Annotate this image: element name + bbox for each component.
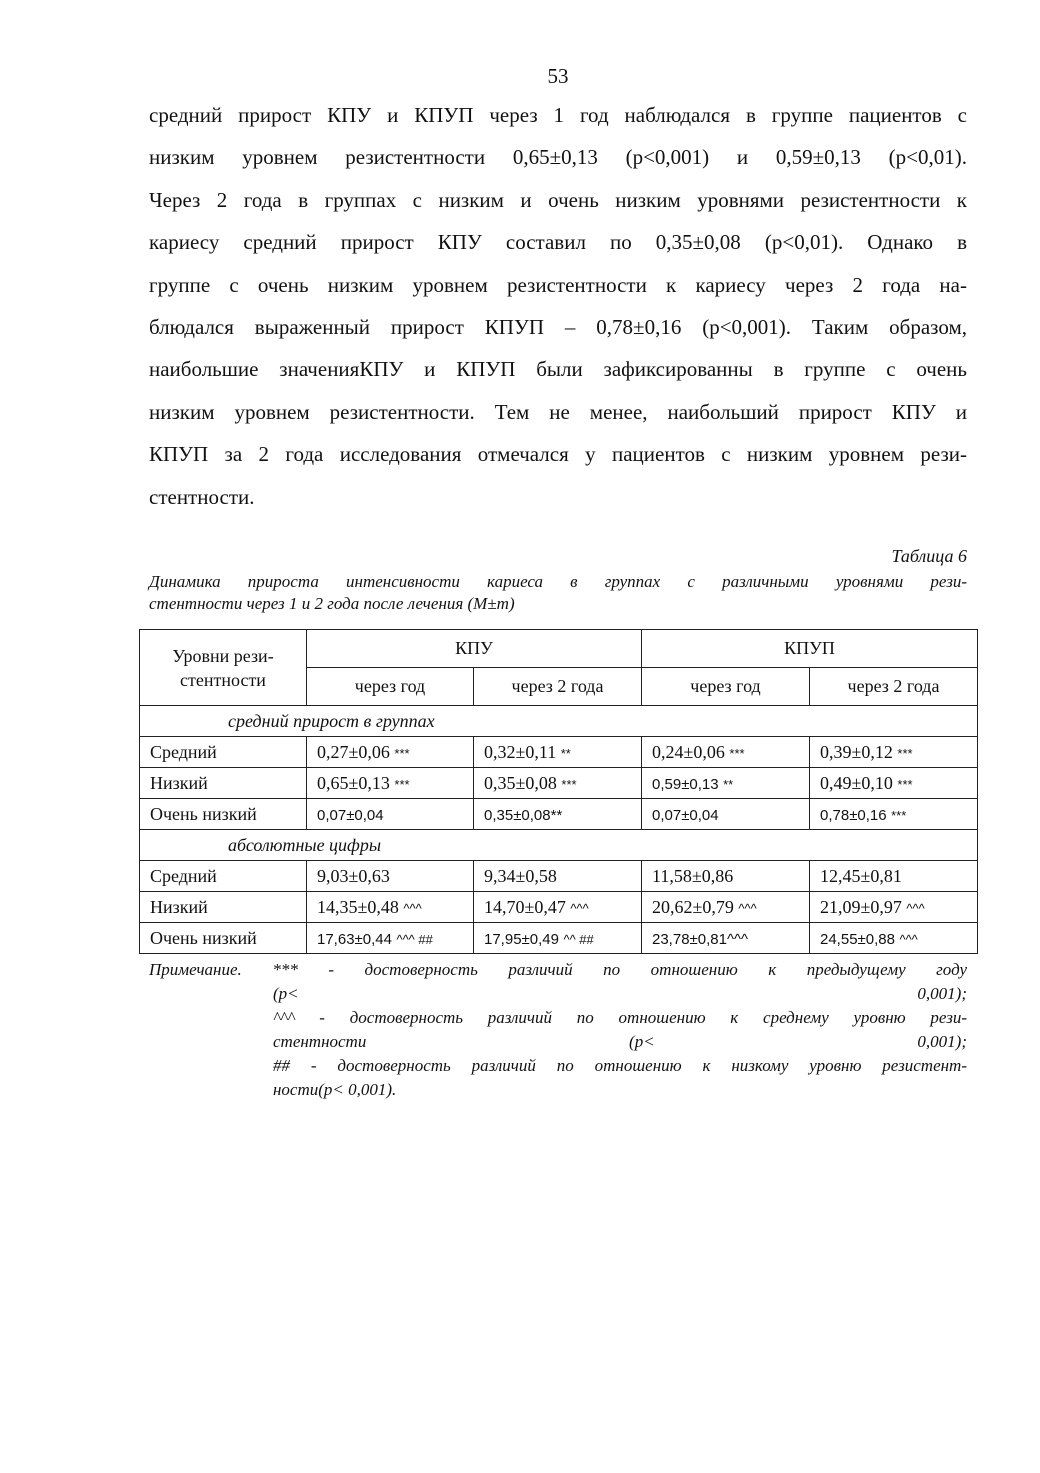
cell-value: 9,03±0,63 (317, 865, 390, 886)
value-cell (642, 861, 810, 892)
significance-mark: ^^^ (738, 900, 757, 916)
significance-mark: ^^^ ## (396, 931, 433, 947)
cell-value: 0,35±0,08** (484, 806, 563, 824)
sub-header: через 2 года (810, 668, 978, 706)
note-line: ности(p< 0,001). (273, 1080, 397, 1099)
cell-value: 0,39±0,12 (820, 741, 893, 762)
sub-header: через 2 года (474, 668, 642, 706)
note-line: (p< 0,001); (273, 984, 967, 1003)
value-cell (642, 892, 810, 923)
cell-value: 24,55±0,88 (820, 930, 895, 948)
value-cell (307, 923, 474, 954)
row-header-cell (140, 630, 307, 706)
value-cell (810, 892, 978, 923)
cell-value: 0,78±0,16 (820, 806, 887, 824)
significance-mark: *** (394, 776, 410, 792)
table-note (149, 958, 967, 1102)
significance-mark: ^^ ## (563, 931, 594, 947)
value-cell (474, 892, 642, 923)
significance-mark: ^^^ (899, 931, 918, 947)
table-row (140, 737, 978, 768)
note-line: ^^^ - достоверность различий по отношению к среднему уровню рези- (273, 1008, 967, 1027)
significance-mark: ** (560, 745, 571, 761)
value-cell (474, 861, 642, 892)
value-cell (642, 923, 810, 954)
cell-value: 23,78±0,81^^^ (652, 930, 749, 948)
body-line: низким уровнем резистентности. Тем не менее, наибольший прирост КПУ и (149, 399, 967, 424)
cell-value: 12,45±0,81 (820, 865, 902, 886)
value-cell (810, 861, 978, 892)
significance-mark: ^^^ (906, 900, 925, 916)
body-line: кариесу средний прирост КПУ составил по 0,35±0,08 (p<0,01). Однако в (149, 230, 967, 255)
level-cell: Низкий (140, 892, 307, 923)
group-header-kpu: КПУ (307, 630, 642, 668)
value-cell (642, 799, 810, 830)
value-cell (474, 923, 642, 954)
cell-value: 14,70±0,47 (484, 896, 566, 917)
level-cell: Очень низкий (140, 799, 307, 830)
significance-mark: *** (891, 807, 907, 823)
section-title: абсолютные цифры (140, 830, 978, 861)
table-row (140, 799, 978, 830)
cell-value: 0,49±0,10 (820, 772, 893, 793)
significance-mark: *** (561, 776, 577, 792)
row-header-line: Уровни рези- (172, 645, 274, 666)
value-cell (642, 768, 810, 799)
value-cell (810, 923, 978, 954)
level-cell: Низкий (140, 768, 307, 799)
data-table (139, 629, 978, 954)
cell-value: 0,24±0,06 (652, 741, 725, 762)
cell-value: 0,32±0,11 (484, 741, 557, 762)
body-line: КПУП за 2 года исследования отмечался у пациентов с низким уровнем рези- (149, 442, 967, 467)
cell-value: 0,35±0,08 (484, 772, 557, 793)
value-cell (307, 892, 474, 923)
row-header-line: стентности (180, 669, 266, 690)
cell-value: 17,63±0,44 (317, 930, 392, 948)
value-cell (474, 737, 642, 768)
cell-value: 21,09±0,97 (820, 896, 902, 917)
significance-mark: *** (729, 745, 745, 761)
body-line: группе с очень низким уровнем резистентности к кариесу через 2 года на- (149, 272, 967, 297)
value-cell (642, 737, 810, 768)
significance-mark: *** (897, 776, 913, 792)
cell-value: 11,58±0,86 (652, 865, 734, 886)
body-line: средний прирост КПУ и КПУП через 1 год наблюдался в группе пациентов с (149, 103, 967, 127)
significance-mark: *** (897, 745, 913, 761)
table-label: Таблица 6 (891, 546, 967, 566)
sub-header: через год (307, 668, 474, 706)
value-cell (474, 799, 642, 830)
body-line: Через 2 года в группах с низким и очень низким уровнями резистентности к (149, 187, 967, 212)
value-cell (307, 737, 474, 768)
table-row (140, 923, 978, 954)
cell-value: 20,62±0,79 (652, 896, 734, 917)
section-row (140, 830, 978, 861)
body-line: низким уровнем резистентности 0,65±0,13 (p<0,001) и 0,59±0,13 (p<0,01). (149, 145, 967, 170)
group-header-kpup: КПУП (642, 630, 978, 668)
table-row (140, 892, 978, 923)
table-caption (149, 571, 967, 615)
body-line: стентности. (149, 484, 255, 509)
note-line: ## - достоверность различий по отношению к низкому уровню резистент- (273, 1056, 967, 1075)
section-title: средний прирост в группах (140, 706, 978, 737)
value-cell (474, 768, 642, 799)
cell-value: 14,35±0,48 (317, 896, 399, 917)
note-line: стентности (p< 0,001); (273, 1032, 967, 1051)
value-cell (307, 768, 474, 799)
cell-value: 17,95±0,49 (484, 930, 559, 948)
level-cell: Очень низкий (140, 923, 307, 954)
significance-mark: ** (723, 776, 734, 792)
table-row (140, 861, 978, 892)
level-cell: Средний (140, 737, 307, 768)
value-cell (810, 768, 978, 799)
level-cell: Средний (140, 861, 307, 892)
sub-header: через год (642, 668, 810, 706)
note-line: Примечание. *** - достоверность различий по отношению к предыдущему году (149, 960, 967, 979)
body-paragraph (149, 94, 967, 518)
table-row (140, 768, 978, 799)
value-cell (810, 737, 978, 768)
significance-mark: ^^^ (570, 900, 589, 916)
value-cell (307, 861, 474, 892)
body-line: наибольшие значенияКПУ и КПУП были зафиксированны в группе с очень (149, 357, 967, 382)
significance-mark: ^^^ (403, 900, 422, 916)
cell-value: 0,07±0,04 (652, 806, 719, 824)
cell-value: 0,59±0,13 (652, 775, 719, 793)
caption-line: стентности через 1 и 2 года после лечения (M±m) (149, 594, 515, 613)
significance-mark: *** (394, 745, 410, 761)
cell-value: 0,07±0,04 (317, 806, 384, 824)
value-cell (307, 799, 474, 830)
caption-line: Динамика прироста интенсивности кариеса в группах с различными уровнями рези- (149, 572, 967, 591)
cell-value: 0,65±0,13 (317, 772, 390, 793)
page-number: 53 (547, 64, 569, 88)
section-row (140, 706, 978, 737)
body-line: блюдался выраженный прирост КПУП – 0,78±0,16 (p<0,001). Таким образом, (149, 315, 967, 340)
value-cell (810, 799, 978, 830)
cell-value: 9,34±0,58 (484, 865, 557, 886)
cell-value: 0,27±0,06 (317, 741, 390, 762)
